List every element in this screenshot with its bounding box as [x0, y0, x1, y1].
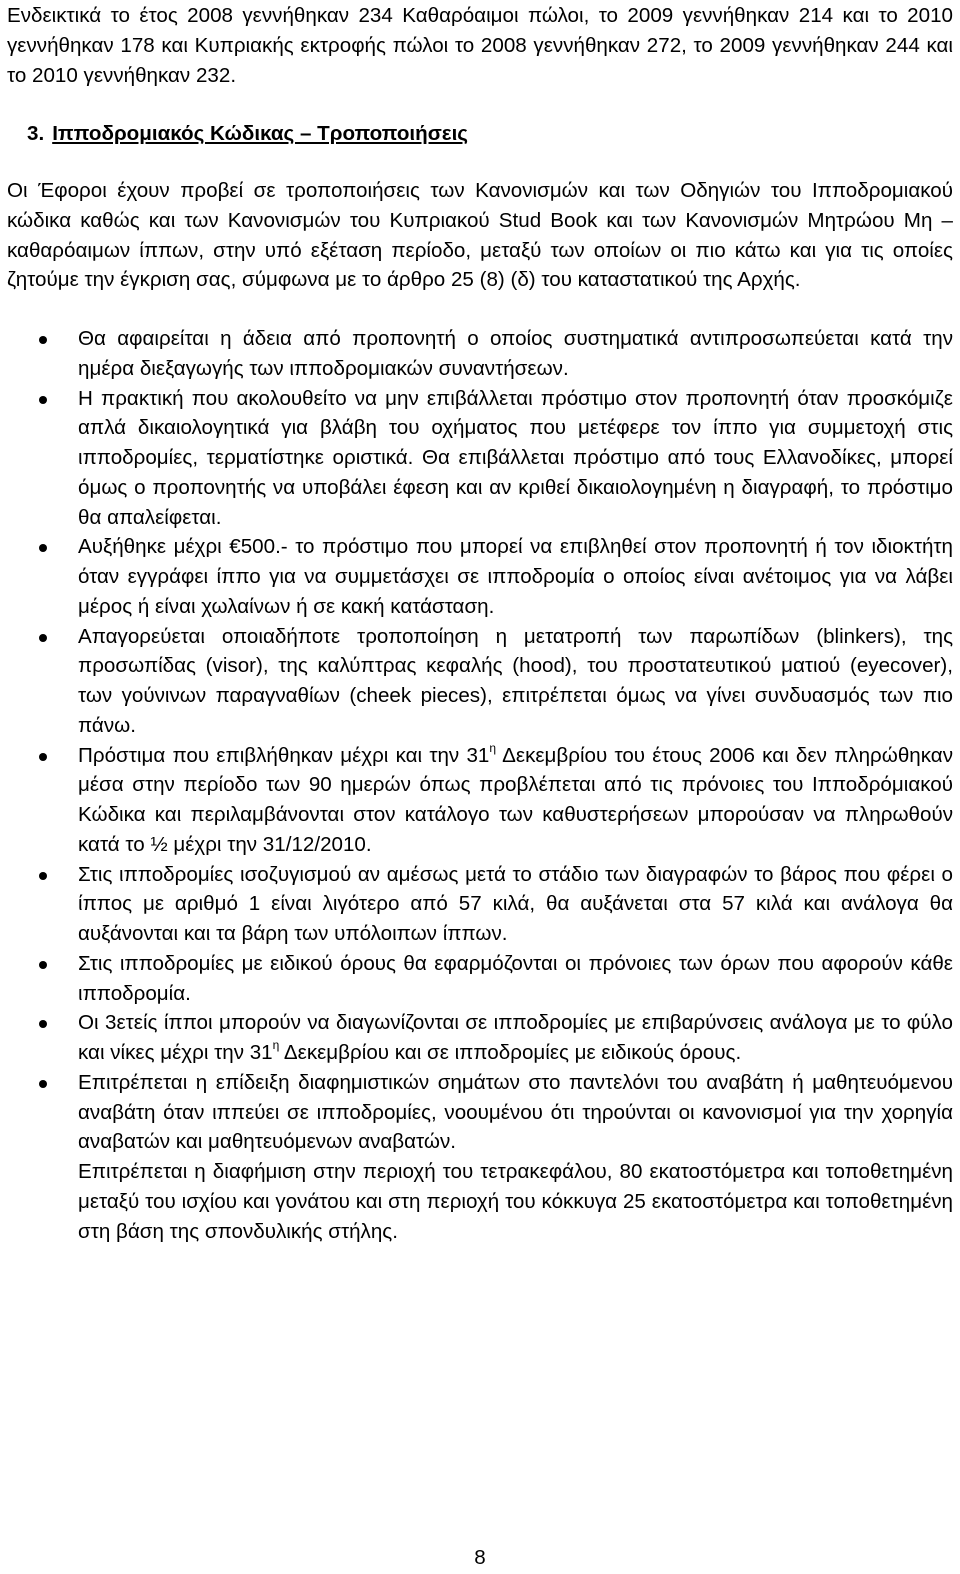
bullet-item — [78, 1068, 953, 1157]
bullet-text: Θα αφαιρείται η άδεια από προπονητή ο οποίος συστηματικά αντιπροσωπεύεται κατά την ημέρα διεξαγωγής των ιπποδρομιακών συναντήσεων. — [78, 327, 953, 380]
bullet-icon — [39, 544, 47, 552]
section-heading — [27, 119, 953, 149]
bullet-item — [78, 949, 953, 1009]
body-paragraph: Οι Έφοροι έχουν προβεί σε τροποποιήσεις των Κανονισμών και των Οδηγιών του Ιπποδρομιακού κώδικα καθώς και των Κανονισμών του Κυπριακού Stud Book και των Κανονισμών Μητρώου Μη – καθαρόαιμων ίππων, στην υπό εξέταση περίοδο, μεταξύ των οποίων οι πιο κάτω και για τις οποίες ζητούμε την έγκριση σας, σύμφωνα με το άρθρο 25 (8) (δ) του καταστατικού της Αρχής. — [7, 179, 953, 292]
bullet-item — [78, 324, 953, 384]
bullet-icon — [39, 336, 47, 344]
bullet-text: Δεκεμβρίου και σε ιπποδρομίες με ειδικούς όρους. — [279, 1041, 742, 1064]
bullet-text: Απαγορεύεται οποιαδήποτε τροποποίηση η μετατροπή των παρωπίδων (blinkers), της προσωπίδας (visor), της καλύπτρας κεφαλής (hood), του προστατευτικού ματιού (eyecover), των γούνινων παραγναθίων (cheek pieces), επιτρέπεται όμως να γίνει συνδυασμός των πιο πάνω. — [78, 624, 953, 737]
document-page — [7, 0, 953, 1246]
bullet-text: Η πρακτική που ακολουθείτο να μην επιβάλλεται πρόστιμο στον προπονητή όταν προσκόμιζε απλά δικαιολογητικά για βλάβη του οχήματος που μετέφερε τον ίππο για συμμετοχή στις ιπποδρομίες, τερματίστηκε οριστικά. Θα επιβάλλεται πρόστιμο από τους Ελλανοδίκες, μπορεί όμως ο προπονητής να υποβάλει έφεση και αν κριθεί δικαιολογημένη η διαγραφή, το πρόστιμο θα απαλείφεται. — [78, 386, 953, 529]
bullet-item — [78, 741, 953, 860]
bullet-icon — [39, 753, 47, 761]
bullet-text: Επιτρέπεται η επίδειξη διαφημιστικών σημάτων στο παντελόνι του αναβάτη ή μαθητευόμενου αναβάτη όταν ιππεύει σε ιπποδρομίες, νοουμένου ότι τηρούνται οι κανονισμοί για την χορηγία αναβατών και μαθητευόμενων αναβατών. — [78, 1070, 953, 1154]
bullet-icon — [39, 1020, 47, 1028]
bullet-icon — [39, 396, 47, 404]
bullet-item — [78, 622, 953, 741]
intro-paragraph: Ενδεικτικά το έτος 2008 γεννήθηκαν 234 Καθαρόαιμοι πώλοι, το 2009 γεννήθηκαν 214 και το 2010 γεννήθηκαν 178 και Κυπριακής εκτροφής πώλοι το 2008 γεννήθηκαν 272, το 2009 γεννήθηκαν 244 και το 2010 γεννήθηκαν 232. — [7, 4, 953, 87]
bullet-icon — [39, 1080, 47, 1088]
bullet-item — [78, 1008, 953, 1068]
section-number: 3. — [27, 122, 45, 146]
bullet-icon — [39, 961, 47, 969]
bullet-text: Αυξήθηκε μέχρι €500.- το πρόστιμο που μπορεί να επιβληθεί στον προπονητή ή τον ιδιοκτήτη όταν εγγράφει ίππο για να συμμετάσχει σε ιπποδρομία ο οποίος είναι ανέτοιμος για να λάβει μέρος ή είναι χωλαίνων ή σε κακή κατάσταση. — [78, 535, 953, 618]
bullet-icon — [39, 872, 47, 880]
bullet-text: Πρόστιμα που επιβλήθηκαν μέχρι και την 31 — [78, 743, 490, 767]
superscript: η — [489, 740, 497, 755]
bullet-list — [7, 324, 953, 1157]
bullet-text: Στις ιπποδρομίες με ειδικού όρους θα εφαρμόζονται οι πρόνοιες των όρων που αφορούν κάθε ιπποδρομία. — [78, 951, 953, 1005]
bullet-item — [78, 860, 953, 949]
bullet-text: Στις ιπποδρομίες ισοζυγισμού αν αμέσως μετά το στάδιο των διαγραφών το βάρος που φέρει ο ίππος με αριθμό 1 είναι λιγότερο από 57 κιλά, θα αυξάνεται στα 57 κιλά και ανάλογα θα αυξάνονται και τα βάρη των υπόλοιπων ίππων. — [78, 862, 953, 945]
continuation-paragraph: Επιτρέπεται η διαφήμιση στην περιοχή του τετρακεφάλου, 80 εκατοστόμετρα και τοποθετημένη μεταξύ του ισχίου και γονάτου και στη περιοχή του κόκκυγα 25 εκατοστόμετρα και τοποθετημένη στη βάση της σπονδυλικής στήλης. — [78, 1160, 953, 1243]
bullet-item — [78, 532, 953, 621]
bullet-item — [78, 384, 953, 533]
bullet-icon — [39, 634, 47, 642]
bullet-text: Οι 3ετείς ίπποι μπορούν να διαγωνίζονται σε ιπποδρομίες με επιβαρύνσεις ανάλογα με το φύλο και νίκες μέχρι την 31 — [78, 1011, 953, 1064]
superscript: η — [272, 1038, 280, 1052]
section-title: Ιπποδρομιακός Κώδικας – Τροποποιήσεις — [52, 122, 469, 146]
page-number: 8 — [474, 1546, 486, 1569]
bullet-text: Δεκεμβρίου του έτους 2006 και δεν πληρώθηκαν μέσα στην περίοδο των 90 ημερών όπως προβλέπεται από τις πρόνοιες του Ιπποδρόμιακού Κώδικα και περιλαμβάνονται στον κατάλογο των καθυστερήσεων μπορούσαν να πληρωθούν κατά το ½ μέχρι την 31/12/2010. — [78, 743, 953, 856]
